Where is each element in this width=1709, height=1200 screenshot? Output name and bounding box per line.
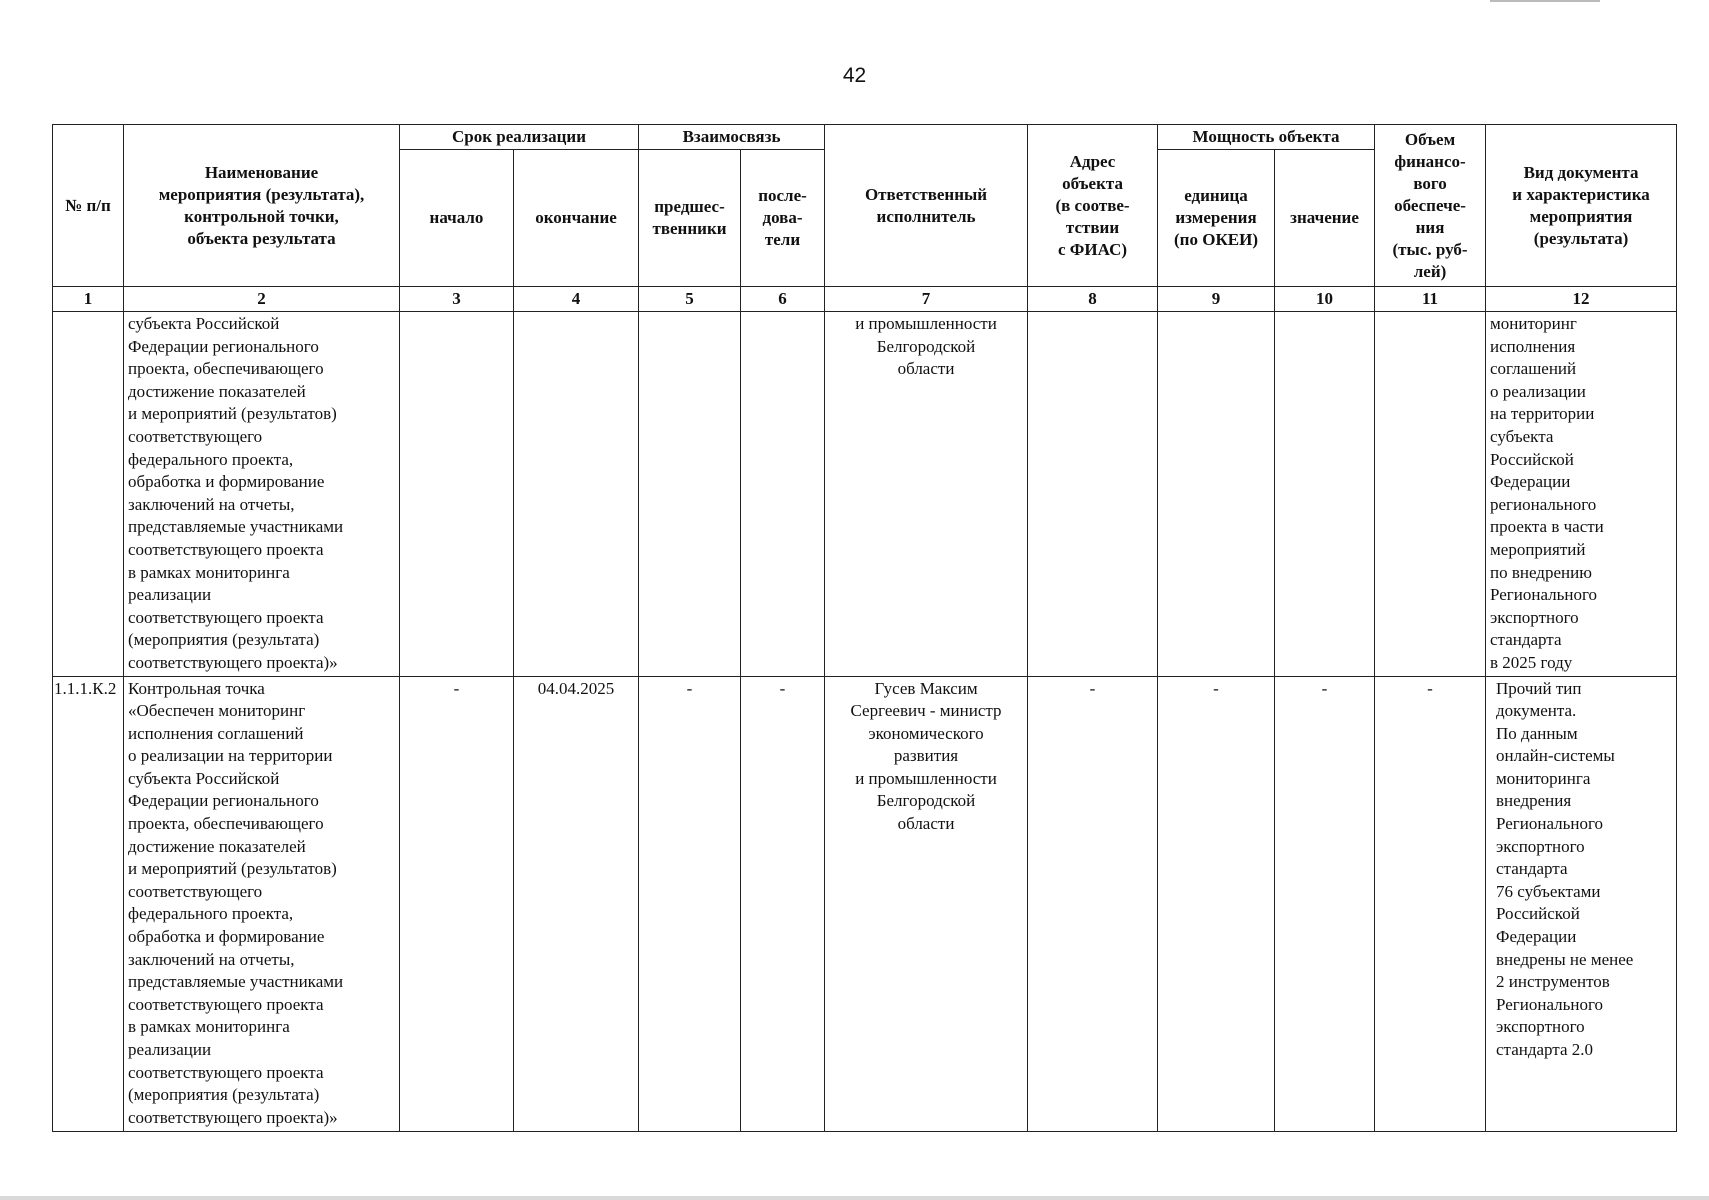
header-group-link: Взаимосвязь [639,125,825,150]
header-num: № п/п [53,125,124,287]
column-number: 9 [1158,287,1275,312]
header-successors: после- дова- тели [741,150,825,287]
cell-address [1028,312,1158,677]
cell-document: Прочий тип документа. По данным онлайн-системы мониторинга внедрения Регионального экспортного стандарта 76 субъектами Российской Федерации внедрены не менее 2 инструментов Регионального экспортного стандарта 2.0 [1486,676,1677,1131]
page-number: 42 [842,64,867,87]
scan-edge [0,1196,1709,1200]
cell-start: - [400,676,514,1131]
cell-document: мониторинг исполнения соглашений о реализации на территории субъекта Российской Федерации регионального проекта в части мероприятий по внедрению Регионального экспортного стандарта в 2025 году [1486,312,1677,677]
column-number: 6 [741,287,825,312]
header-row-top [53,125,1677,150]
header-group-power: Мощность объекта [1158,125,1375,150]
column-number: 1 [53,287,124,312]
header-predecessors: предшес- твенники [639,150,741,287]
header-document: Вид документа и характеристика мероприятия (результата) [1486,125,1677,287]
column-number-row [53,287,1677,312]
cell-financing: - [1375,676,1486,1131]
cell-financing [1375,312,1486,677]
column-number: 11 [1375,287,1486,312]
cell-name: Контрольная точка «Обеспечен мониторинг исполнения соглашений о реализации на территории субъекта Российской Федерации регионального проекта, обеспечивающего достижение показателей и мероприятий (результатов) соответствующего федерального проекта, обработка и формирование заключений на отчеты, представляемые участниками соответствующего проекта в рамках мониторинга реализации соответствующего проекта (мероприятия (результата) соответствующего проекта)» [124,676,400,1131]
header-responsible: Ответственный исполнитель [825,125,1028,287]
cell-num [53,312,124,677]
cell-pred [639,312,741,677]
header-address: Адрес объекта (в соотве- тствии с ФИАС) [1028,125,1158,287]
header-group-term: Срок реализации [400,125,639,150]
cell-end [514,312,639,677]
cell-num: 1.1.1.К.2 [53,676,124,1131]
column-number: 5 [639,287,741,312]
column-number: 4 [514,287,639,312]
cell-unit [1158,312,1275,677]
header-start: начало [400,150,514,287]
column-number: 8 [1028,287,1158,312]
table-row [53,312,1677,677]
cell-value [1275,312,1375,677]
cell-address: - [1028,676,1158,1131]
column-number: 7 [825,287,1028,312]
column-number: 12 [1486,287,1677,312]
column-number: 10 [1275,287,1375,312]
header-name: Наименование мероприятия (результата), контрольной точки, объекта результата [124,125,400,287]
column-number: 2 [124,287,400,312]
header-value: значение [1275,150,1375,287]
cell-unit: - [1158,676,1275,1131]
cell-succ: - [741,676,825,1131]
table-row [53,676,1677,1131]
cell-succ [741,312,825,677]
cell-value: - [1275,676,1375,1131]
cell-responsible: Гусев Максим Сергеевич - министр экономического развития и промышленности Белгородской области [825,676,1028,1131]
plan-table [52,124,1677,1132]
header-unit: единица измерения (по ОКЕИ) [1158,150,1275,287]
cell-start [400,312,514,677]
header-financing: Объем финансо- вого обеспече- ния (тыс. руб- лей) [1375,125,1486,287]
header-end: окончание [514,150,639,287]
cell-end: 04.04.2025 [514,676,639,1131]
cell-pred: - [639,676,741,1131]
scan-mark [1490,0,1600,2]
cell-name: субъекта Российской Федерации регионального проекта, обеспечивающего достижение показателей и мероприятий (результатов) соответствующего федерального проекта, обработка и формирование заключений на отчеты, представляемые участниками соответствующего проекта в рамках мониторинга реализации соответствующего проекта (мероприятия (результата) соответствующего проекта)» [124,312,400,677]
column-number: 3 [400,287,514,312]
cell-responsible: и промышленности Белгородской области [825,312,1028,677]
